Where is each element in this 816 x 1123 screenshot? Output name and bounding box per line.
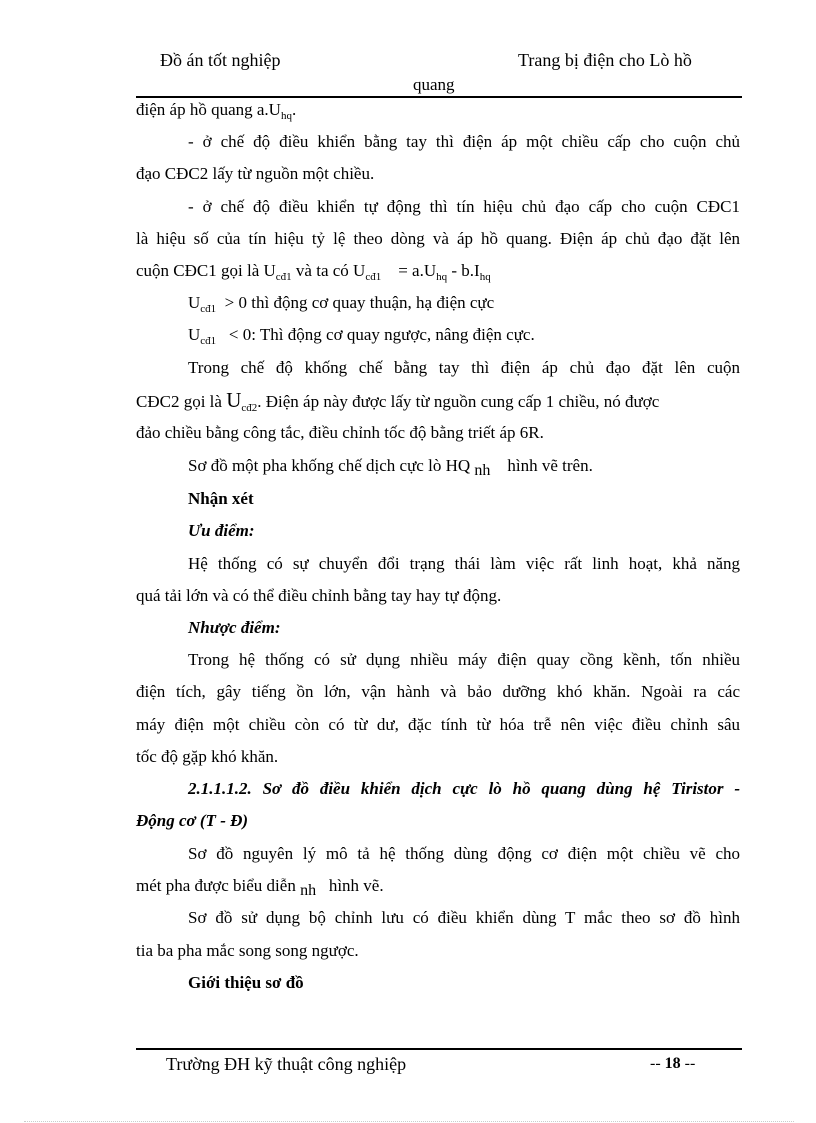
page-number: -- 18 --: [650, 1055, 696, 1072]
body-line: - ở chế độ điều khiển bằng tay thì điện áp một chiều cấp cho cuộn chủ: [188, 132, 740, 151]
subheading-advantages: Ưu điểm:: [188, 521, 255, 540]
body-line: Trong hệ thống có sử dụng nhiều máy điện quay cồng kềnh, tốn nhiều: [188, 650, 740, 669]
body-line: Sơ đồ nguyên lý mô tả hệ thống dùng động cơ điện một chiều vẽ cho: [188, 844, 740, 863]
header-rule: [136, 96, 742, 98]
formula-line: cuộn CĐC1 gọi là $U_{cđ1}$ và ta có $U_{cđ1}$ = $a.U_{hq} - b.I_{hq}$: [136, 261, 491, 283]
body-line: đạo CĐC2 lấy từ nguồn một chiều.: [136, 164, 375, 183]
header-left: Đồ án tốt nghiệp: [160, 50, 281, 70]
section-heading: Nhận xét: [188, 489, 254, 508]
body-line: quá tải lớn và có thể điều chỉnh bằng tay hay tự động.: [136, 586, 502, 605]
body-line: là hiệu số của tín hiệu tỷ lệ theo dòng và áp hồ quang. Điện áp chủ đạo đặt lên: [136, 229, 740, 248]
body-line: mét pha được biểu diễn $_{nh}$ hình vẽ.: [136, 876, 384, 899]
body-line: tia ba pha mắc song song ngược.: [136, 941, 359, 960]
body-line: đảo chiều bằng công tắc, điều chỉnh tốc độ bằng triết áp 6R.: [136, 423, 544, 442]
section-title-cont: Động cơ (T - Đ): [136, 811, 249, 830]
body-line: điện áp hồ quang $a.U_{hq}$.: [136, 100, 297, 122]
body-line: CĐC2 gọi là $U_{cđ2}$. Điện áp này được lấy từ nguồn cung cấp 1 chiều, nó được: [136, 388, 660, 414]
body-line: máy điện một chiều còn có từ dư, đặc tính từ hóa trễ nên việc điều chỉnh sâu: [136, 715, 740, 734]
header-right-wrap: quang: [413, 75, 455, 94]
footer-rule: [136, 1048, 742, 1050]
formula-line: $U_{cđ1} < 0$: Thì động cơ quay ngược, nâng điện cực.: [188, 325, 535, 347]
section-heading: Giới thiệu sơ đồ: [188, 973, 304, 992]
section-title: 2.1.1.1.2. Sơ đồ điều khiển dịch cực lò hồ quang dùng hệ Tiristor -: [188, 779, 740, 798]
body-line: tốc độ gặp khó khăn.: [136, 747, 279, 766]
body-line: Hệ thống có sự chuyển đổi trạng thái làm việc rất linh hoạt, khả năng: [188, 554, 740, 573]
page-bottom-dotted-edge: [24, 1121, 794, 1122]
body-line: Sơ đồ một pha khống chế dịch cực lò HQ $_{nh}$ hình vẽ trên.: [188, 456, 593, 479]
subheading-disadvantages: Nhược điểm:: [188, 618, 281, 637]
body-line: - ở chế độ điều khiển tự động thì tín hiệu chủ đạo cấp cho cuộn CĐC1: [188, 197, 740, 216]
body-line: Trong chế độ khống chế bằng tay thì điện áp chủ đạo đặt lên cuộn: [188, 358, 740, 377]
formula-line: $U_{cđ1} > 0$ thì động cơ quay thuận, hạ điện cực: [188, 293, 495, 315]
footer-school: Trường ĐH kỹ thuật công nghiệp: [166, 1054, 407, 1074]
body-line: điện tích, gây tiếng ồn lớn, vận hành và bảo dưỡng khó khăn. Ngoài ra các: [136, 682, 740, 701]
header-right: Trang bị điện cho Lò hồ: [518, 50, 692, 70]
body-line: Sơ đồ sử dụng bộ chỉnh lưu có điều khiển dùng T mắc theo sơ đồ hình: [188, 908, 740, 927]
